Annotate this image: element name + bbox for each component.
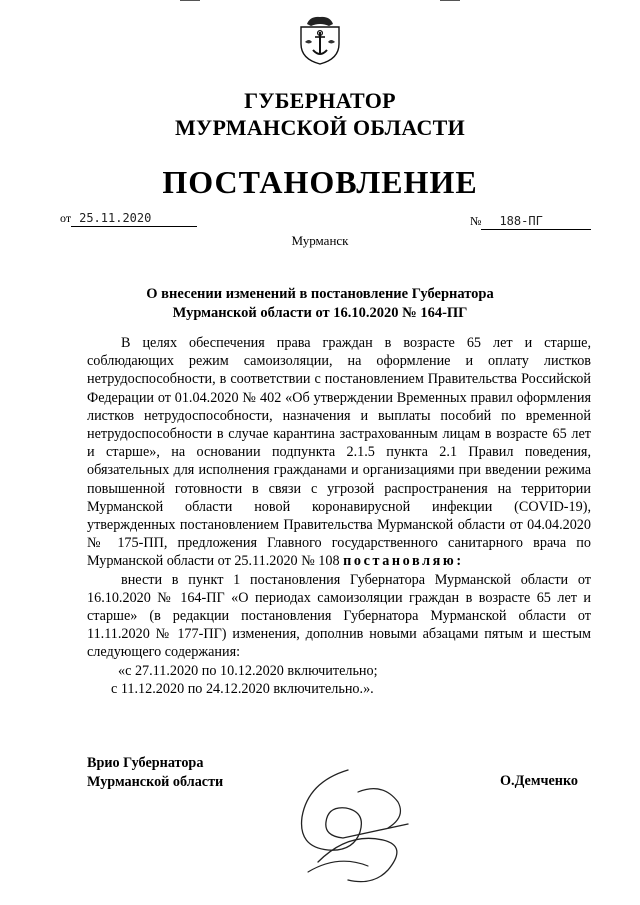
document-number: 188-ПГ bbox=[481, 213, 591, 230]
organization-subtitle: МУРМАНСКОЙ ОБЛАСТИ bbox=[174, 115, 466, 140]
signatory-position-line: Врио Губернатора bbox=[87, 755, 204, 771]
top-edge-mark bbox=[440, 0, 460, 1]
document-title bbox=[0, 285, 640, 323]
document-date: 25.11.2020 bbox=[71, 210, 197, 227]
preamble-text: В целях обеспечения права граждан в возрасте 65 лет и старше, соблюдающих режим самоизоляции, на оформление и оплату листков нетрудоспособности, в соответствии с постановлением Правительства Российской Федерации от 01.04.2020 № 402 «Об утверждении Временных правил оформления листков нетрудоспособности, назначения и выплаты пособий по временной нетрудоспособности в случае карантина застрахованным лицам в возрасте 65 лет и старше», на основании подпункта 2.1.5 пункта 2.1 Правил поведения, обязательных для исполнения гражданами и организациями при введении режима повышенной готовности в связи с угрозой распространения на территории Мурманской области новой коронавирусной инфекции (COVID-19), утвержденных постановлением Правительства Мурманской области от 04.04.2020 № 175-ПП, предложения Главного государственного санитарного врача по Мурманской области от 25.11.2020 № 108 bbox=[87, 335, 591, 570]
city: Мурманск bbox=[291, 233, 349, 248]
top-edge-mark bbox=[180, 0, 200, 1]
signatory-position-line: Мурманской области bbox=[87, 773, 224, 790]
handwritten-signature bbox=[288, 762, 438, 890]
signatory-name: О.Демченко bbox=[500, 773, 579, 789]
document-type: ПОСТАНОВЛЕНИЕ bbox=[162, 164, 478, 200]
amendment-paragraph: внести в пункт 1 постановления Губернатора Мурманской области от 16.10.2020 № 164-ПГ «О периодах самоизоляции граждан в возрасте 65 лет и старше» (в редакции постановления Губернатора Мурманской области от 11.11.2020 № 177-ПГ) изменения, дополнив новыми абзацами пятым и шестым следующего содержания: bbox=[87, 571, 591, 661]
document-number-row bbox=[470, 211, 591, 231]
preamble-paragraph bbox=[87, 334, 591, 571]
quote-line: «с 27.11.2020 по 10.12.2020 включительно; bbox=[118, 662, 378, 679]
document-title-line: Мурманской области от 16.10.2020 № 164-ПГ bbox=[172, 305, 468, 321]
number-prefix: № bbox=[470, 214, 482, 228]
quote-line: с 11.12.2020 по 24.12.2020 включительно.». bbox=[111, 680, 374, 697]
date-prefix: от bbox=[60, 211, 72, 225]
document-title-line: О внесении изменений в постановление Губернатора bbox=[146, 286, 494, 302]
coat-of-arms-icon bbox=[297, 14, 343, 66]
organization-title: ГУБЕРНАТОР bbox=[244, 88, 396, 113]
signatory-position bbox=[87, 754, 223, 791]
document-body bbox=[87, 334, 591, 698]
document-date-row bbox=[60, 208, 197, 228]
decree-word: постановляю: bbox=[343, 553, 464, 570]
